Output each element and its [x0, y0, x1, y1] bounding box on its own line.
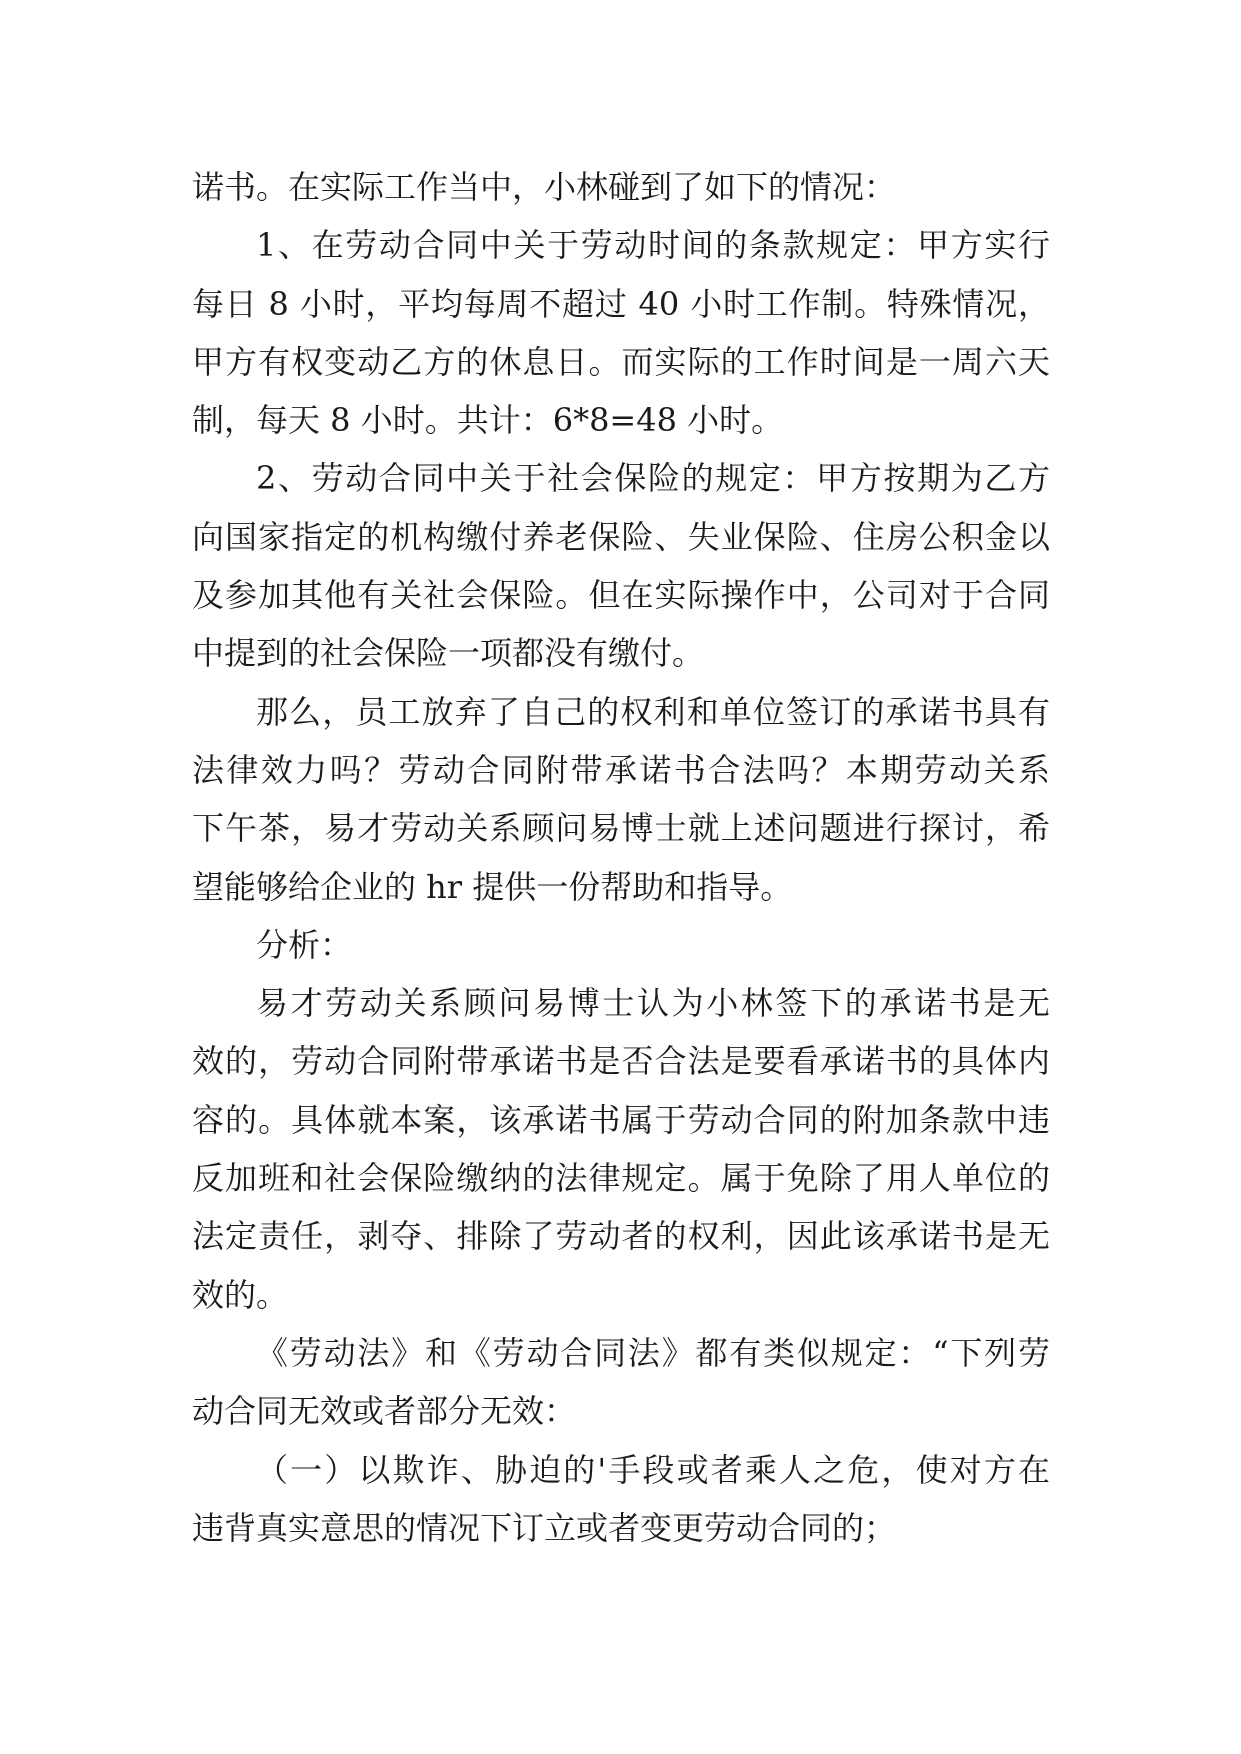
text-line: 反加班和社会保险缴纳的法律规定。属于免除了用人单位的	[192, 1159, 1050, 1198]
text-line: 向国家指定的机构缴付养老保险、失业保险、住房公积金以	[192, 517, 1050, 556]
text-line: 诺书。在实际工作当中，小林碰到了如下的情况：	[192, 168, 897, 206]
text-line: 下午茶，易才劳动关系顾问易博士就上述问题进行探讨，希	[192, 809, 1050, 848]
text-line: 1、在劳动合同中关于劳动时间的条款规定：甲方实行	[256, 226, 1050, 265]
text-line: 望能够给企业的 hr 提供一份帮助和指导。	[192, 867, 793, 906]
text-line: 甲方有权变动乙方的休息日。而实际的工作时间是一周六天	[192, 342, 1050, 381]
text-line: 《劳动法》和《劳动合同法》都有类似规定：“下列劳	[256, 1333, 1050, 1372]
text-line: 制，每天 8 小时。共计：6*8=48 小时。	[192, 401, 784, 440]
text-line: 法律效力吗？劳动合同附带承诺书合法吗？本期劳动关系	[192, 750, 1050, 789]
text-line: 动合同无效或者部分无效：	[192, 1392, 577, 1431]
text-line: 分析：	[256, 925, 353, 964]
document-body	[192, 158, 1050, 1557]
text-line: 中提到的社会保险一项都没有缴付。	[192, 634, 705, 673]
text-line: 效的。	[192, 1275, 289, 1314]
text-line: 及参加其他有关社会保险。但在实际操作中，公司对于合同	[192, 576, 1050, 615]
text-line: 容的。具体就本案，该承诺书属于劳动合同的附加条款中违	[192, 1100, 1050, 1139]
text-line: 2、劳动合同中关于社会保险的规定：甲方按期为乙方	[256, 459, 1050, 498]
text-line: 法定责任，剥夺、排除了劳动者的权利，因此该承诺书是无	[192, 1217, 1050, 1256]
text-line: 违背真实意思的情况下订立或者变更劳动合同的；	[192, 1508, 897, 1547]
text-line: 易才劳动关系顾问易博士认为小林签下的承诺书是无	[256, 984, 1050, 1023]
text-line: 效的，劳动合同附带承诺书是否合法是要看承诺书的具体内	[192, 1042, 1050, 1081]
text-line: 每日 8 小时，平均每周不超过 40 小时工作制。特殊情况，	[192, 284, 1050, 323]
text-line: （一）以欺诈、胁迫的'手段或者乘人之危，使对方在	[256, 1450, 1050, 1489]
text-line: 那么，员工放弃了自己的权利和单位签订的承诺书具有	[256, 692, 1050, 731]
